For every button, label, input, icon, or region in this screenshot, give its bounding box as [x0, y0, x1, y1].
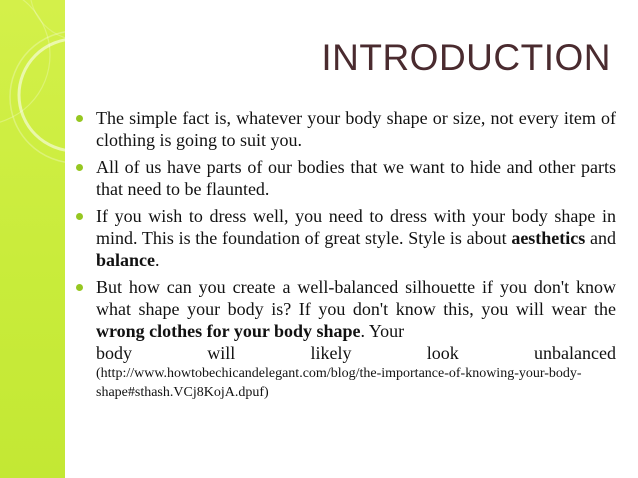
- bullet-dot-icon: [76, 164, 83, 171]
- bold-term-balance: balance: [96, 250, 156, 270]
- bullet-text: If you wish to dress well, you need to dress with your body shape in mind. This is the foundation of great style. Style is about: [96, 206, 616, 248]
- bullet-list: [76, 107, 616, 407]
- bold-phrase: wrong clothes for your body shape: [96, 321, 361, 341]
- slide-title: INTRODUCTION: [321, 37, 611, 78]
- bullet-item: [76, 205, 616, 271]
- bullet-text: All of us have parts of our bodies that we want to hide and other parts that need to be flaunted.: [96, 157, 616, 199]
- bullet-last-line: body will likely look unbalanced: [96, 343, 616, 363]
- bullet-dot-icon: [76, 213, 83, 220]
- bullet-text-joiner: and: [585, 228, 616, 248]
- bullet-dot-icon: [76, 115, 83, 122]
- decorative-side-band: [0, 0, 65, 478]
- bullet-item: [76, 156, 616, 200]
- bullet-text: But how can you create a well-balanced silhouette if you don't know what shape your body is? If you don't know this, you will wear the: [96, 277, 616, 319]
- bullet-item: [76, 276, 616, 402]
- bullet-text-end: .: [155, 250, 160, 270]
- bold-term-aesthetics: aesthetics: [511, 228, 586, 248]
- bullet-text: The simple fact is, whatever your body shape or size, not every item of clothing is going to suit you.: [96, 108, 616, 150]
- bullet-item: [76, 107, 616, 151]
- decorative-circles-graphic: [0, 0, 65, 478]
- bullet-text-end: . Your: [360, 321, 405, 341]
- bullet-dot-icon: [76, 284, 83, 291]
- reference-url: (http://www.howtobechicandelegant.com/blog/the-importance-of-knowing-your-body-shape#sthash.VCj8KojA.dpuf): [96, 366, 582, 400]
